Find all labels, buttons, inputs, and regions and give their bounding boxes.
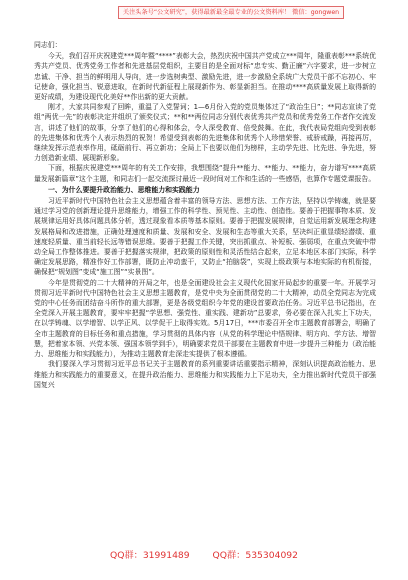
document-body [34,40,376,540]
salutation: 同志们： [34,41,62,49]
paragraph-body-3: 我们要深入学习贯彻习近平总书记关于主题教育的系列重要讲话重要指示精神，深刻认识提高政治能力、思维能力和实践能力的重要意义，在提升政治能力、思维能力和实践能力上下足功夫，全力推出新时代党员干部强国复兴 [34,360,376,389]
footer-qq-group-2: QQ群：535304092 [212,550,298,561]
paragraph-body-2: 今年是贯彻党的二十大精神的开局之年，也是全面建设社会主义现代化国家开局起步的重要一年。开展学习贯彻习近平新时代中国特色社会主义思想主题教育，是党中央为全面贯彻党的二十大精神，动员全党同志为完成党的中心任务而团结奋斗所作的重大部署，更是各级党组织今年党的建设首要政治任务。习近平总书记指出，在全党深入开展主题教育，要牢牢把握“学思想、强党性、重实践、建新功”总要求，务必要在深入扎实上下功夫，在以学铸魂、以学增智、以学正风、以学促干上取得实效。5月17日，***市委召开全市主题教育部署会，明确了全市主题教育的目标任务和重点措施，学习贯彻的具体内容（从党的科学理论中悟规律、明方向、学方法、增智慧，把着家本领、兴党本领、强国本领学到手），明确要求党员干部要在主题教育中进一步提升三种能力（政治能力、思维能力和实践能力），为推动主题教育走深走实提供了根本遵循。 [34,278,376,359]
footer-qq-group-1: QQ群：31991489 [110,550,190,561]
section-heading-1: 一、为什么要提升政治能力、思维能力和实践能力 [48,185,200,194]
paragraph-intro-3: 下面，根据庆祝建党***周年的有关工作安排，我想围绕“提升**能力、**能力、**能力，奋力谱写****高质量发展新篇章”这个主题，和同志们一起交流探讨最近一段时间对工作和生活的一些感悟，也算作专题党课报告。 [34,164,376,183]
header-banner[interactable]: 关注头条号“公文研究”，获得最新最全最专业的公文资料库！ 微信：gongwen [118,6,344,19]
paragraph-body-1: 习近平新时代中国特色社会主义思想蕴含着丰富的领导方法、思想方法、工作方法，坚持以学铸魂，就是要通过学习党的创新理论提升思维能力，增强工作的科学性、预见性、主动性、创造性。要善于把握事物本质、发展规律运用好具体问题具体分析，透过现象看本质等基本原则。要善于把握发展规律，自觉运用新发展理念构建发展格局和改进措施，正确处理速度和质量、发展和安全、发展和生态等重大关系，坚决纠正重显绩轻潜绩、重速度轻质量、重当前轻长远等错误思维。要善于把握工作关键，突出抓重点、补短板、强弱项，在重点突破中带动全局工作整体推进。要善于把握落实规律，把政策的原则性和灵活性结合起来，立足本地区本部门实际，科学确定发展思路，精准作好工作部署，既防止冲动蛮干，又防止“拍脑袋”，实现上级政策与本地实际的有机衔接，确保把“规划图”变成“施工图”“实景图”。 [34,197,376,277]
paragraph-intro-1: 今天，我们召开庆祝建党***周年暨“****”表彰大会，热烈庆祝中国共产党成立***周年，隆重表彰***系统优秀共产党员、优秀党务工作者和先进基层党组织，主要目的是全面对标“忠专实、勤正廉”六字要求，进一步树立忠诚、干净、担当的鲜明用人导向，进一步选树典型、激励先进，进一步激励全系统广大党员干部不忘初心、牢记使命，强化担当、锐意进取，在新时代新征程上展现新作为、彰显新担当。在推动****高质量发展上取得新的更好成绩，为建设现代化美好**作出新的更大贡献。 [34,52,376,102]
footer-contact [0,548,408,564]
paragraph-intro-2: 刚才，大家共同参观了回眸，重温了入党誓词；1—6月份入党的党员集体过了“政治生日”；**同志宣读了党组“两优一先”的表彰决定并组织了颁奖仪式；**和**两位同志分别代表优秀共产党员和优秀党务工作者作交流发言，讲述了他们的故事，分享了他们的心得和体会，令人深受教育、倍受鼓舞。在此，我代表局党组向受到表彰的先进集体和优秀个人表示热烈的祝贺！希望受到表彰的先进集体和优秀个人珍惜荣誉、戒骄戒躁，再接再厉，继续发挥示范表率作用，砥砺前行、再立新功；全局上下也要以他们为榜样，主动学先进、比先进、争先进，努力创造新业绩、展现新形象。 [34,103,376,163]
